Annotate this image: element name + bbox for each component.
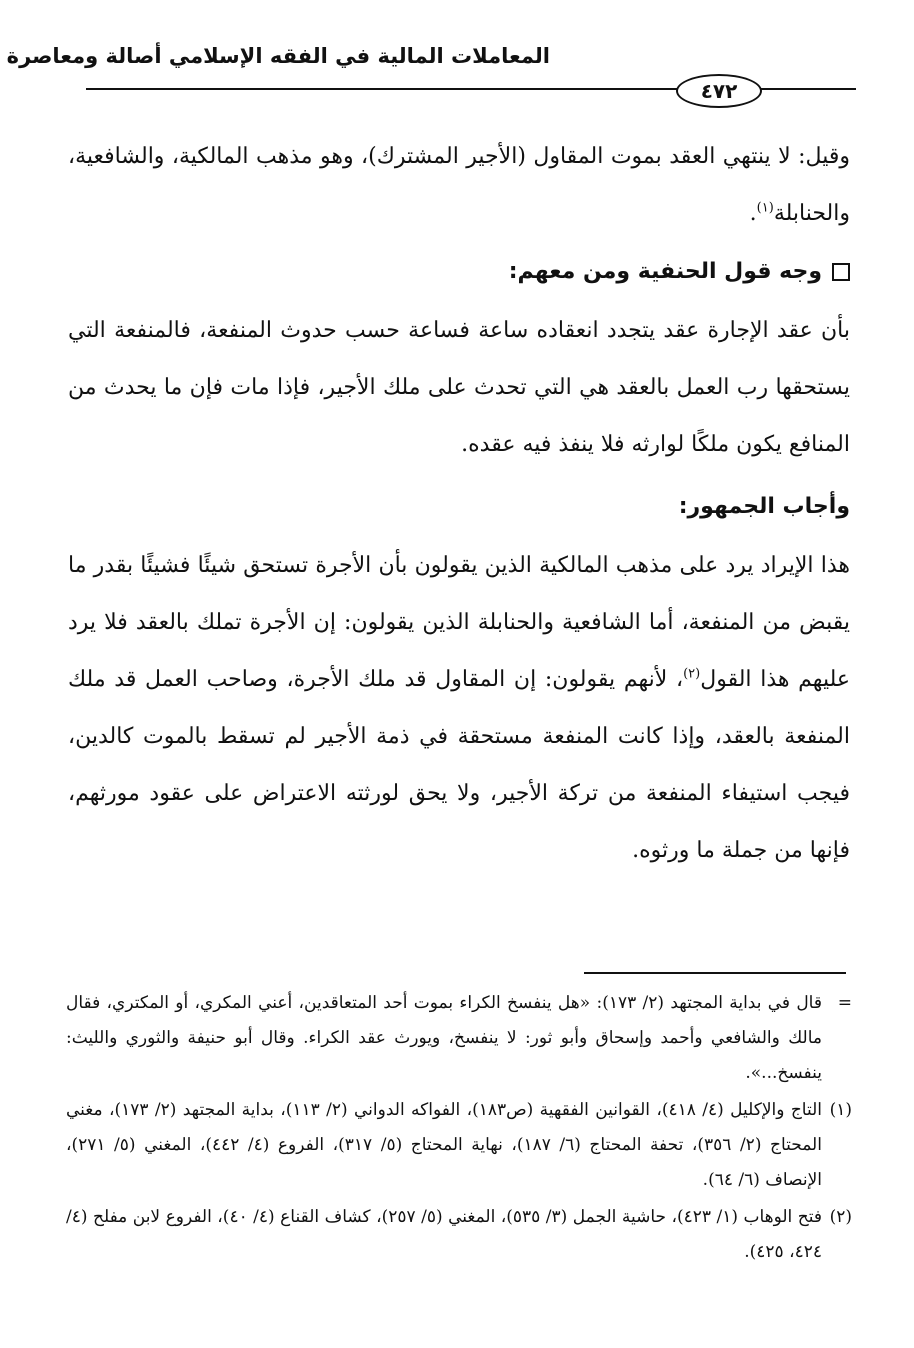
footnote-rule xyxy=(584,972,846,974)
section-heading-hanafi xyxy=(68,242,850,302)
paragraph-opinion-end: . xyxy=(749,201,757,226)
paragraph-majority-text-b: ، لأنهم يقولون: إن المقاول قد ملك الأجرة، وصاحب العمل قد ملك المنفعة بالعقد، وإذا كانت المنفعة مستحقة في ذمة الأجير لم تسقط بالموت كالدين، فيجب استيفاء المنفعة من تركة الأجير، ولا يحق لورثته الاعتراض على عقود مورثهم، فإنها من جملة ما ورثوه. xyxy=(68,667,850,863)
footnote-ref-2: (٢) xyxy=(683,666,701,682)
paragraph-opinion-text: وقيل: لا ينتهي العقد بموت المقاول (الأجير المشترك)، وهو مذهب المالكية، والشافعية، والحنابلة xyxy=(68,144,850,226)
footnote-2-mark: (٢) xyxy=(829,1207,852,1227)
main-text xyxy=(68,128,850,879)
section-heading-majority: وأجاب الجمهور: xyxy=(678,494,850,519)
footnote-1-text: التاج والإكليل (٤/ ٤١٨)، القوانين الفقهية (ص١٨٣)، الفواكه الدواني (٢/ ١١٣)، بداية المجتهد (٢/ ١٧٣)، مغني المحتاج (٢/ ٣٥٦)، تحفة المحتاج (٦/ ١٨٧)، نهاية المحتاج (٥/ ٣١٧)، الفروع (٤/ ٤٤٢)، المغني (٥/ ٢٧١)، الإنصاف (٦/ ٦٤). xyxy=(66,1100,823,1190)
page-number: ٤٧٢ xyxy=(676,74,762,108)
footnote-1-mark: (١) xyxy=(829,1100,852,1120)
footnote-continued-text: قال في بداية المجتهد (٢/ ١٧٣): «هل ينفسخ الكراء بموت أحد المتعاقدين، أعني المكري، أو المكتري، فقال مالك والشافعي وأحمد وإسحاق وأبو ثور: لا ينفسخ، ويورث عقد الكراء. وقال أبو حنيفة والثوري والليث: ينفسخ...». xyxy=(66,993,822,1083)
footnote-1 xyxy=(66,1093,852,1198)
footnote-continued xyxy=(66,986,852,1091)
footnotes xyxy=(66,986,852,1272)
checkbox-square-icon xyxy=(832,263,850,281)
paragraph-opinion xyxy=(68,128,850,242)
running-title: المعاملات المالية في الفقه الإسلامي أصالة ومعاصرة xyxy=(6,44,550,68)
section-heading-hanafi-text: وجه قول الحنفية ومن معهم: xyxy=(508,259,822,284)
footnote-ref-1: (١) xyxy=(756,200,774,216)
paragraph-majority-text-a: هذا الإيراد يرد على مذهب المالكية الذين يقولون بأن الأجرة تستحق شيئًا فشيئًا بقدر ما يقبض من المنفعة، أما الشافعية والحنابلة الذين يقولون: إن الأجرة تملك بالعقد فلا يرد عليهم هذا القول xyxy=(68,553,850,692)
footnote-2-text: فتح الوهاب (١/ ٤٢٣)، حاشية الجمل (٣/ ٥٣٥)، المغني (٥/ ٢٥٧)، كشاف القناع (٤/ ٤٠)، الفروع لابن مفلح (٤/ ٤٢٤، ٤٢٥). xyxy=(66,1207,822,1262)
paragraph-majority-answer xyxy=(68,537,850,879)
footnote-2 xyxy=(66,1200,852,1270)
footnote-continued-mark: = xyxy=(837,993,852,1013)
paragraph-hanafi-argument: بأن عقد الإجارة عقد يتجدد انعقاده ساعة فساعة حسب حدوث المنفعة، فالمنفعة التي يستحقها رب العمل بالعقد هي التي تحدث على ملك الأجير، فإذا مات فإن ما يحدث من المنافع يكون ملكًا لوارثه فلا ينفذ فيه عقده. xyxy=(68,318,850,457)
